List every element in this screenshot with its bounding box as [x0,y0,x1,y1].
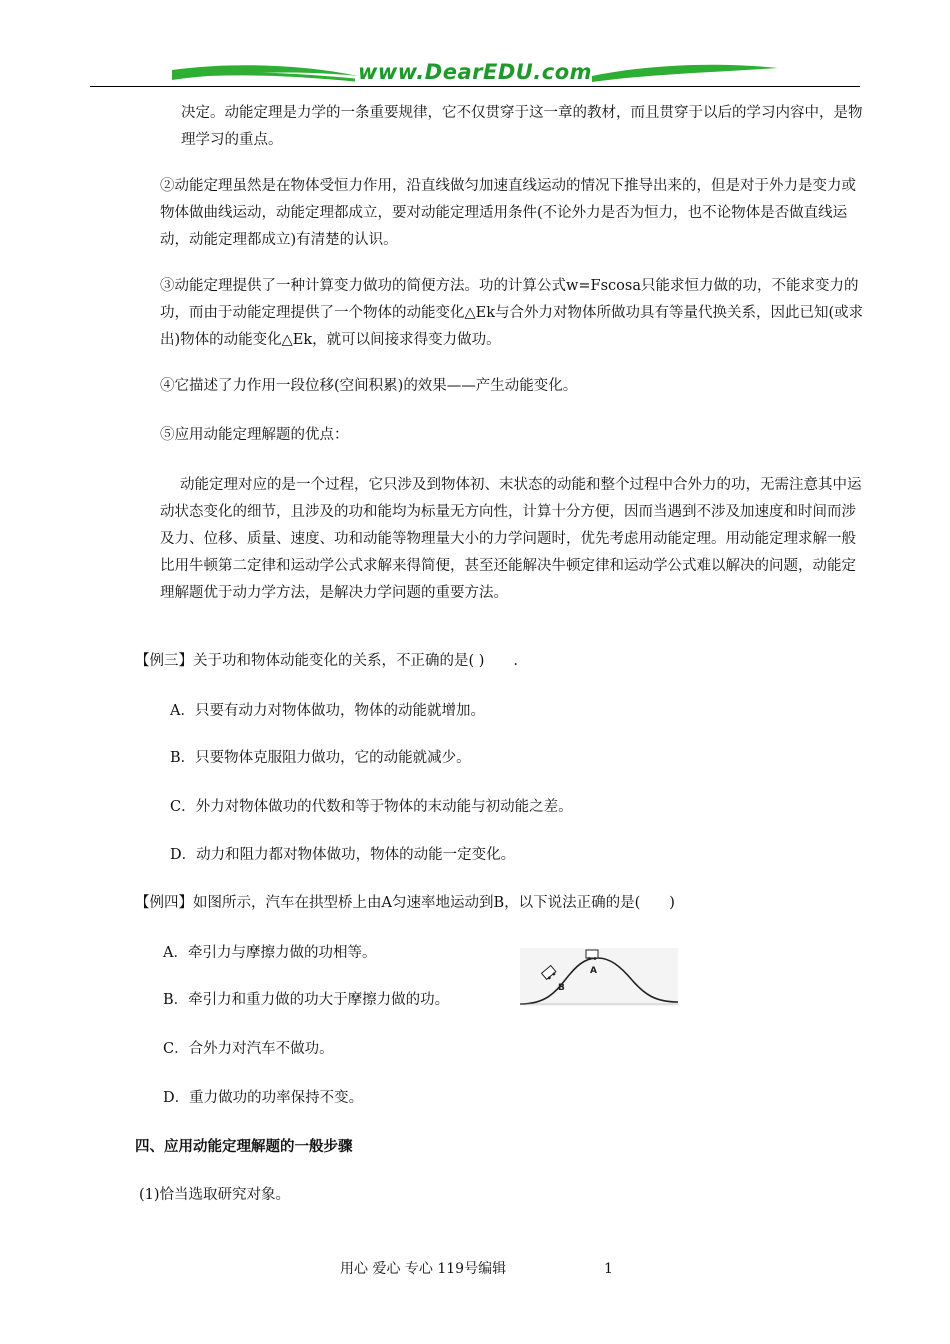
footer-text: 用心 爱心 专心 119号编辑 [340,1261,507,1277]
example4-option-c: C．合外力对汽车不做功。 [163,1041,334,1057]
car-top-icon [586,950,598,960]
header-rule [90,86,860,87]
example3-option-a: A．只要有动力对物体做功，物体的动能就增加。 [170,703,485,719]
paragraph-4: ④它描述了力作用一段位移(空间积累)的效果——产生动能变化。 [160,378,578,394]
example3-option-b: B．只要物体克服阻力做功，它的动能就减少。 [170,750,471,766]
example4-option-a: A．牵引力与摩擦力做的功相等。 [163,945,377,961]
arch-bridge-figure [520,948,678,1006]
paragraph-6: 动能定理对应的是一个过程，它只涉及到物体初、末状态的动能和整个过程中合外力的功，无需注意其中运动状态变化的细节，且涉及的功和能均为标量无方向性，计算十分方便，因而当遇到不涉及加速度和时间而涉及力、位移、质量、速度、功和动能等物理量大小的力学问题时，优先考虑用动能定理。用动能定理求解一般比用牛顿第二定律和运动学公式求解来得简便，甚至还能解决牛顿定律和运动学公式难以解决的问题，动能定理解题优于动力学方法，是解决力学问题的重要方法。 [160,477,862,601]
page-number: 1 [604,1261,613,1277]
example3-title: 【例三】关于功和物体动能变化的关系，不正确的是( ) . [135,653,519,669]
section4-heading: 四、应用动能定理解题的一般步骤 [135,1138,353,1155]
example3-option-c: C．外力对物体做功的代数和等于物体的末动能与初动能之差。 [170,799,573,815]
section4-step1: (1)恰当选取研究对象。 [139,1187,291,1203]
point-b-label: B [558,983,565,993]
example4-title: 【例四】如图所示，汽车在拱型桥上由A匀速率地运动到B，以下说法正确的是( ) [135,895,675,911]
paragraph-2: ②动能定理虽然是在物体受恒力作用，沿直线做匀加速直线运动的情况下推导出来的，但是对于外力是变力或物体做曲线运动，动能定理都成立，要对动能定理适用条件(不论外力是否为恒力，也不论物体是否做直线运动，动能定理都成立)有清楚的认识。 [160,178,856,248]
paragraph-5: ⑤应用动能定理解题的优点： [160,427,349,443]
example4-option-d: D．重力做功的功率保持不变。 [163,1090,364,1106]
right-swoosh-decoration [590,58,780,86]
point-a-label: A [590,966,597,976]
paragraph-1: 决定。动能定理是力学的一条重要规律，它不仅贯穿于这一章的教材，而且贯穿于以后的学习内容中，是物理学习的重点。 [181,105,863,148]
example3-option-d: D．动力和阻力都对物体做功，物体的动能一定变化。 [170,847,516,863]
left-swoosh-decoration [170,58,360,86]
example4-option-b: B．牵引力和重力做的功大于摩擦力做的功。 [163,992,450,1008]
paragraph-3: ③动能定理提供了一种计算变力做功的简便方法。功的计算公式w=Fscosa只能求恒力做的功，不能求变力的功，而由于动能定理提供了一个物体的动能变化△Ek与合外力对物体所做功具有等量代换关系，因此已知(或求出)物体的动能变化△Ek，就可以间接求得变力做功。 [160,278,864,348]
site-logo-text: www.DearEDU.com [357,60,593,84]
page-header [0,0,950,100]
